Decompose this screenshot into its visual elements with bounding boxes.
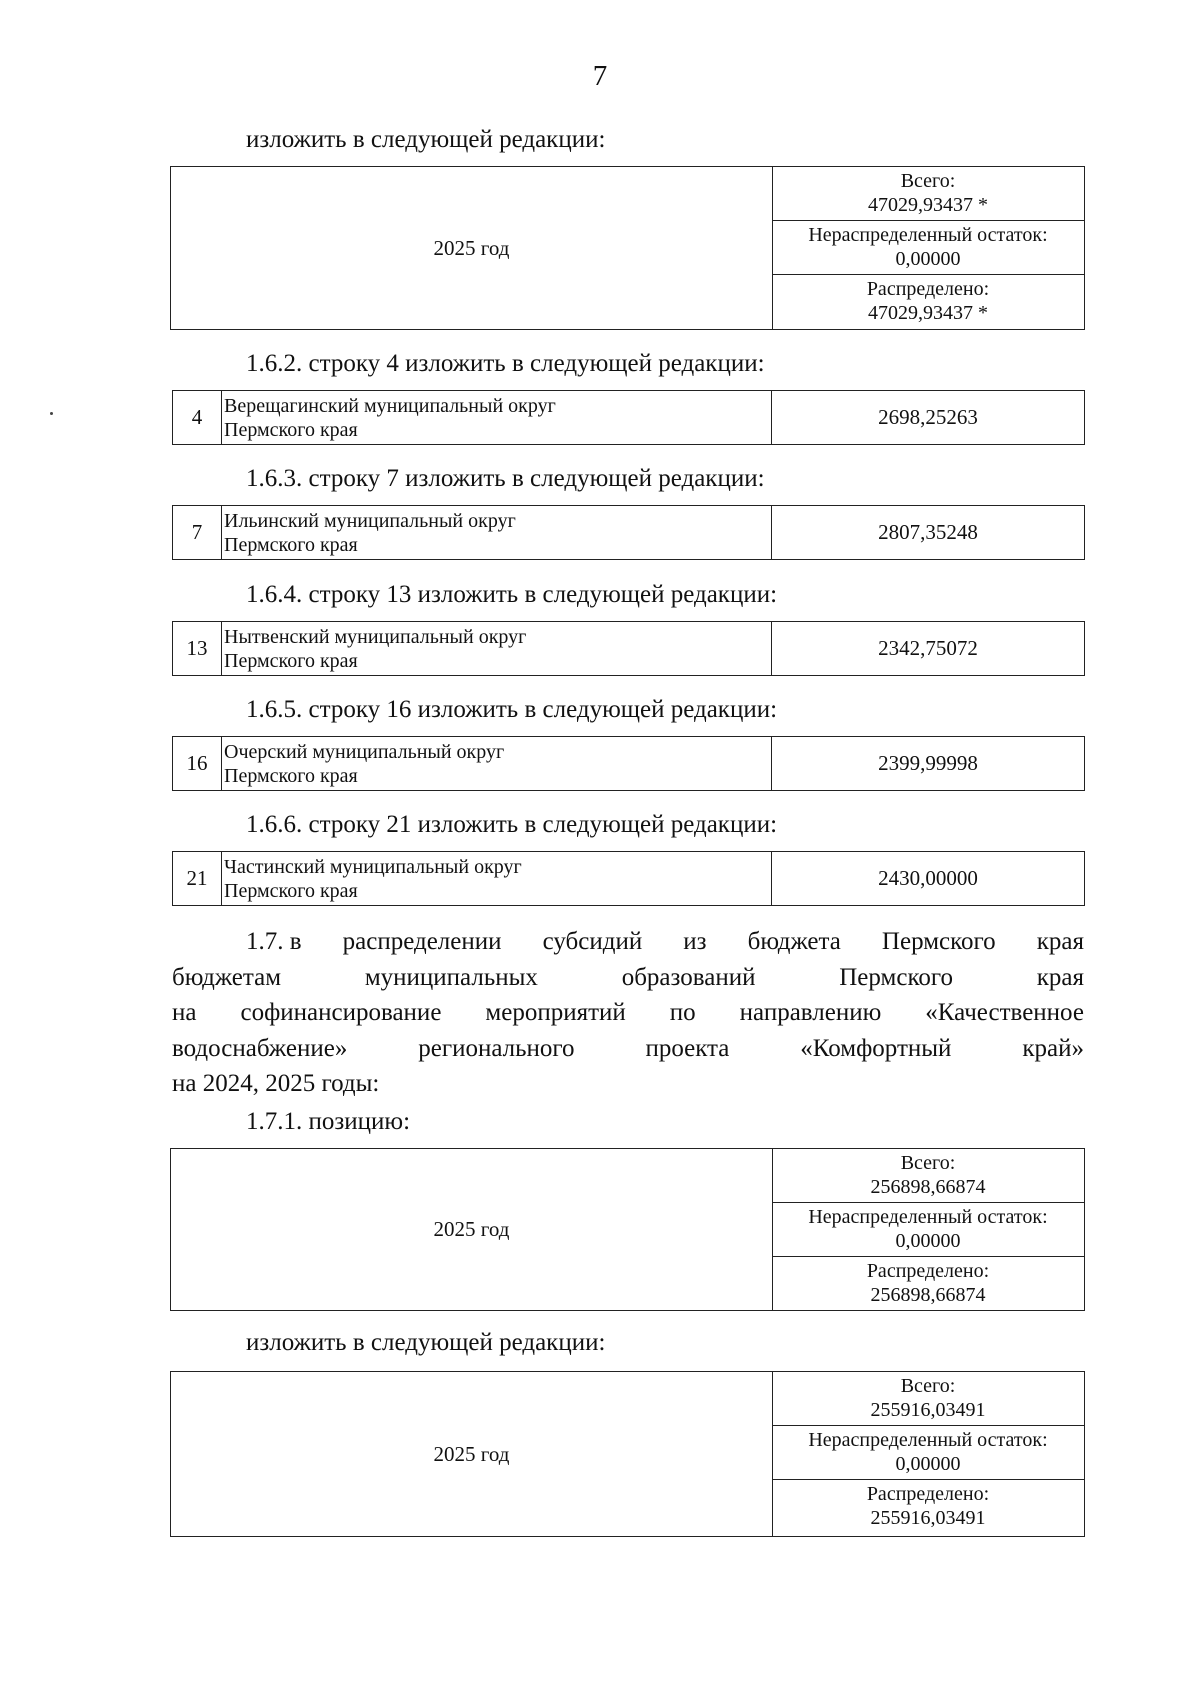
row-table: [172, 736, 1085, 791]
name-line: Пермского края: [224, 880, 358, 902]
word: на: [172, 999, 197, 1026]
word: софинансирование: [240, 999, 442, 1026]
amount-value: 2399,99998: [878, 751, 978, 775]
row-table: [172, 851, 1085, 906]
total-cell: [772, 1372, 1084, 1426]
remainder-value: 0,00000: [895, 1230, 961, 1252]
year-cell: 2025 год: [171, 1372, 773, 1536]
word: края: [1036, 928, 1084, 955]
word: край»: [1022, 1034, 1084, 1062]
name-line: Пермского края: [224, 534, 358, 556]
remainder-label: Нераспределенный остаток:: [808, 1429, 1048, 1451]
word: муниципальных: [364, 963, 538, 991]
remainder-cell: [772, 1203, 1084, 1257]
section-heading: 1.6.4. строку 13 изложить в следующей редакции:: [246, 581, 778, 608]
word: 1.7. в: [246, 928, 302, 955]
row-table: [172, 390, 1085, 445]
row-number: 4: [173, 391, 222, 444]
row-number: 13: [173, 622, 222, 675]
distributed-value: 255916,03491: [870, 1507, 986, 1529]
distributed-cell: [772, 275, 1084, 329]
word: проекта: [645, 1034, 730, 1062]
word: «Качественное: [925, 999, 1084, 1026]
row-table: [172, 505, 1085, 560]
word: бюджета: [747, 928, 841, 955]
total-label: Всего:: [900, 1152, 956, 1174]
total-value: 255916,03491: [870, 1399, 986, 1421]
distributed-value: 47029,93437 *: [868, 302, 988, 324]
word: субсидий: [542, 928, 643, 955]
municipality-name: [221, 622, 772, 675]
word: Пермского: [881, 928, 996, 955]
section-heading: изложить в следующей редакции:: [246, 1329, 606, 1356]
section-heading: 1.6.5. строку 16 изложить в следующей редакции:: [246, 696, 778, 723]
amount-value: 2342,75072: [878, 636, 978, 660]
distributed-value: 256898,66874: [870, 1284, 986, 1306]
budget-table: [170, 1371, 1085, 1537]
municipality-name: [221, 852, 772, 905]
word: регионального: [418, 1034, 575, 1062]
municipality-name: [221, 506, 772, 559]
word: из: [683, 928, 707, 955]
name-line: Ильинский муниципальный округ: [224, 510, 516, 532]
name-line: Пермского края: [224, 765, 358, 787]
row-number: 7: [173, 506, 222, 559]
distributed-cell: [772, 1480, 1084, 1538]
total-label: Всего:: [900, 170, 956, 192]
last-line: на 2024, 2025 годы:: [172, 1070, 380, 1097]
section-heading: 1.7.1. позицию:: [246, 1108, 411, 1135]
amount-value: 2430,00000: [878, 866, 978, 890]
name-line: Пермского края: [224, 650, 358, 672]
justified-line: [172, 995, 1084, 1031]
section-heading: изложить в следующей редакции:: [246, 126, 606, 153]
amount-value: 2807,35248: [878, 520, 978, 544]
word: бюджетам: [172, 963, 282, 991]
year-cell: 2025 год: [171, 167, 773, 329]
scan-speck: [50, 412, 53, 415]
justified-line: [172, 1031, 1084, 1067]
total-cell: [772, 1149, 1084, 1203]
total-label: Всего:: [900, 1375, 956, 1397]
budget-table: [170, 166, 1085, 330]
row-number: 21: [173, 852, 222, 905]
remainder-label: Нераспределенный остаток:: [808, 224, 1048, 246]
word: образований: [621, 963, 756, 991]
word: края: [1036, 963, 1084, 991]
amount-value: 2698,25263: [878, 405, 978, 429]
section-heading: 1.6.6. строку 21 изложить в следующей редакции:: [246, 811, 778, 838]
name-line: Частинский муниципальный округ: [224, 856, 522, 878]
name-line: Верещагинский муниципальный округ: [224, 395, 556, 417]
distributed-label: Распределено:: [866, 278, 990, 300]
row-table: [172, 621, 1085, 676]
word: распределении: [342, 928, 502, 955]
remainder-label: Нераспределенный остаток:: [808, 1206, 1048, 1228]
total-value: 256898,66874: [870, 1176, 986, 1198]
distributed-label: Распределено:: [866, 1483, 990, 1505]
justified-line: [172, 960, 1084, 996]
word: Пермского: [839, 963, 953, 991]
distributed-cell: [772, 1257, 1084, 1311]
name-line: Нытвенский муниципальный округ: [224, 626, 527, 648]
distributed-label: Распределено:: [866, 1260, 990, 1282]
budget-table: [170, 1148, 1085, 1311]
name-line: Очерский муниципальный округ: [224, 741, 505, 763]
word: направлению: [739, 999, 882, 1026]
remainder-cell: [772, 1426, 1084, 1480]
total-cell: [772, 167, 1084, 221]
total-value: 47029,93437 *: [868, 194, 988, 216]
section-heading: 1.6.2. строку 4 изложить в следующей редакции:: [246, 350, 765, 377]
remainder-value: 0,00000: [895, 1453, 961, 1475]
year-cell: 2025 год: [171, 1149, 773, 1310]
word: по: [669, 999, 696, 1026]
word: мероприятий: [485, 999, 626, 1026]
municipality-name: [221, 391, 772, 444]
word: «Комфортный: [800, 1034, 952, 1062]
row-number: 16: [173, 737, 222, 790]
section-heading: 1.6.3. строку 7 изложить в следующей редакции:: [246, 465, 765, 492]
justified-line: [172, 924, 1084, 960]
page-number: 7: [592, 60, 608, 92]
remainder-cell: [772, 221, 1084, 275]
name-line: Пермского края: [224, 419, 358, 441]
paragraph-1-7: [172, 924, 1084, 1102]
word: водоснабжение»: [172, 1034, 348, 1062]
remainder-value: 0,00000: [895, 248, 961, 270]
municipality-name: [221, 737, 772, 790]
